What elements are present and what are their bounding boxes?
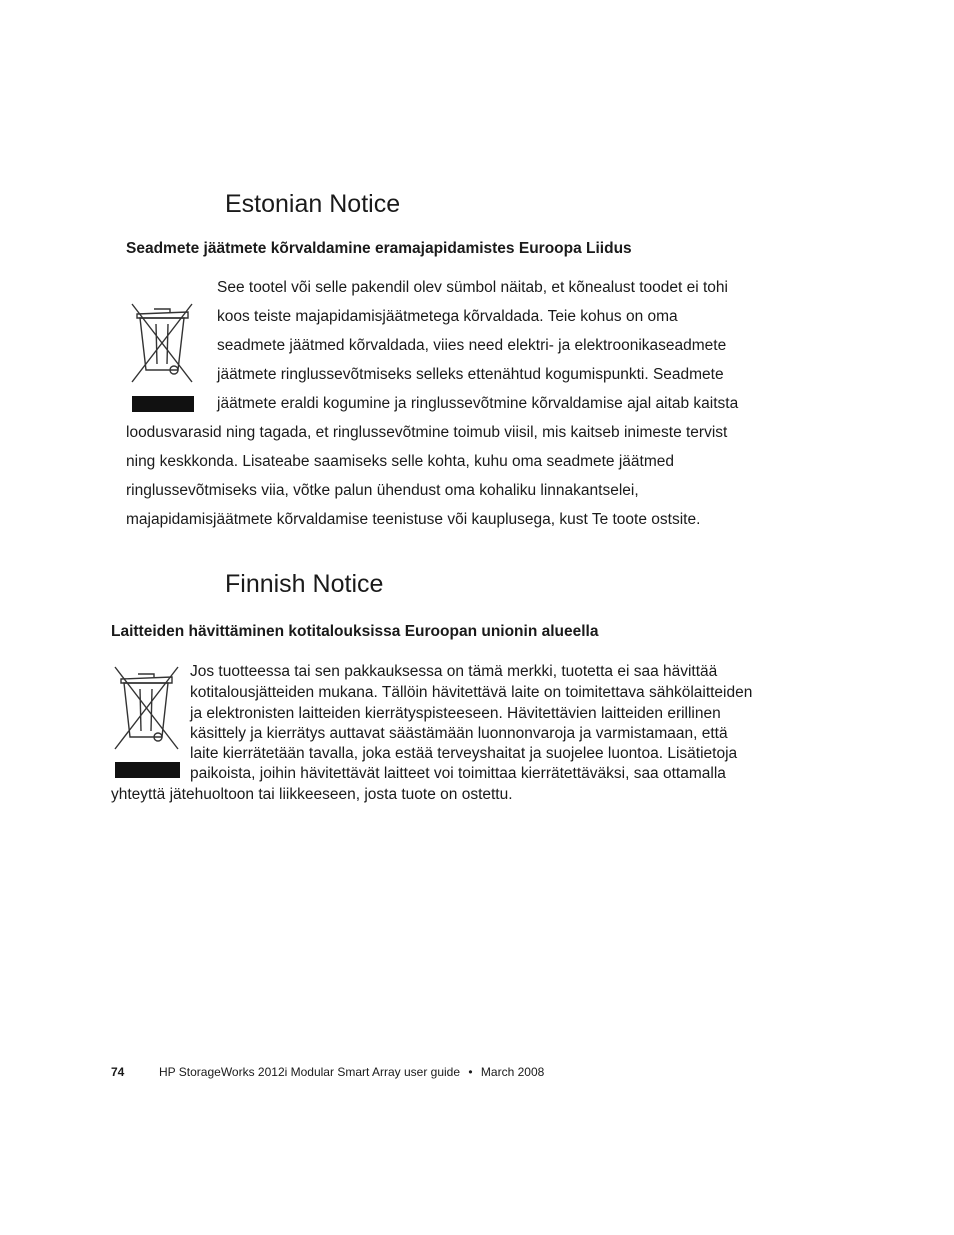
wheelie-bin-crossed-icon	[112, 663, 182, 781]
estonian-line-9: majapidamisjäätmete kõrvaldamise teenistuse või kauplusega, kust Te toote ostsite.	[126, 511, 701, 528]
finnish-subheading: Laitteiden hävittäminen kotitalouksissa Euroopan unionin alueella	[111, 623, 599, 640]
footer-title: HP StorageWorks 2012i Modular Smart Array user guide	[159, 1065, 461, 1079]
estonian-line-1: See tootel või selle pakendil olev sümbol näitab, et kõnealust toodet ei tohi	[217, 279, 728, 296]
estonian-line-8: ringlussevõtmiseks viia, võtke palun ühendust oma kohaliku linnakantselei,	[126, 482, 639, 499]
finnish-line-3: ja elektronisten laitteiden kierrätyspisteeseen. Hävitettävien laitteiden erillinen	[190, 705, 721, 722]
estonian-heading: Estonian Notice	[225, 190, 401, 218]
finnish-line-4: käsittely ja kierrätys auttavat säästämään luonnonvaroja ja varmistamaan, että	[190, 725, 728, 742]
wheelie-bin-crossed-icon	[128, 300, 196, 415]
estonian-line-3: seadmete jäätmed kõrvaldada, viies need elektri- ja elektroonikaseadmete	[217, 337, 727, 354]
finnish-line-6: paikoista, joihin hävitettävät laitteet voi toimittaa kierrätettäväksi, saa ottamalla	[190, 765, 726, 782]
finnish-heading: Finnish Notice	[225, 570, 384, 598]
footer-date: March 2008	[480, 1065, 545, 1079]
footer-bullet: •	[468, 1065, 473, 1079]
estonian-line-5: jäätmete eraldi kogumine ja ringlussevõtmine kõrvaldamise ajal aitab kaitsta	[217, 395, 739, 412]
estonian-line-7: ning keskkonda. Lisateabe saamiseks selle kohta, kuhu oma seadmete jäätmed	[126, 453, 674, 470]
estonian-line-2: koos teiste majapidamisjäätmetega kõrvaldada. Teie kohus on oma	[217, 308, 678, 325]
estonian-line-6: loodusvarasid ning tagada, et ringlussevõtmine toimub viisil, mis kaitseb inimeste tervist	[126, 424, 728, 441]
estonian-line-4: jäätmete ringlussevõtmiseks selleks ettenähtud kogumispunkti. Seadmete	[217, 366, 724, 383]
finnish-line-2: kotitalousjätteiden mukana. Tällöin hävitettävä laite on toimitettava sähkölaitteiden	[190, 684, 753, 701]
finnish-line-5: laite kierrätetään tavalla, joka estää terveyshaitat ja suojelee luontoa. Lisätietoja	[190, 745, 738, 762]
finnish-line-1: Jos tuotteessa tai sen pakkauksessa on tämä merkki, tuotetta ei saa hävittää	[190, 663, 718, 680]
footer-text	[159, 1065, 544, 1079]
finnish-line-7: yhteyttä jätehuoltoon tai liikkeeseen, josta tuote on ostettu.	[111, 786, 513, 803]
page-number: 74	[111, 1065, 125, 1079]
estonian-subheading: Seadmete jäätmete kõrvaldamine eramajapidamistes Euroopa Liidus	[126, 240, 632, 257]
